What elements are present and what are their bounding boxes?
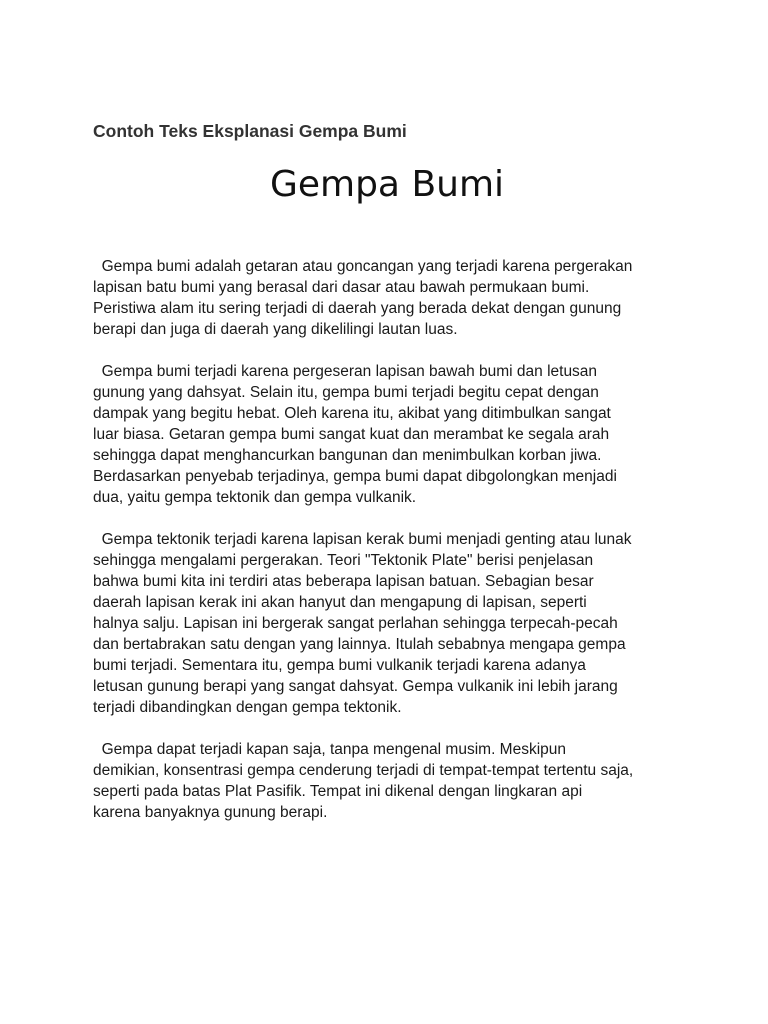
paragraph-line: gunung yang dahsyat. Selain itu, gempa bumi terjadi begitu cepat dengan [93, 384, 599, 401]
paragraph-line: halnya salju. Lapisan ini bergerak sangat perlahan sehingga terpecah-pecah [93, 615, 618, 632]
paragraph-line: letusan gunung berapi yang sangat dahsyat. Gempa vulkanik ini lebih jarang [93, 678, 618, 695]
paragraph-line: seperti pada batas Plat Pasifik. Tempat ini dikenal dengan lingkaran api [93, 783, 583, 800]
paragraph-line: Gempa dapat terjadi kapan saja, tanpa mengenal musim. Meskipun [93, 741, 567, 758]
paragraph-line: Gempa tektonik terjadi karena lapisan kerak bumi menjadi genting atau lunak [93, 531, 632, 548]
paragraph [93, 361, 693, 508]
paragraph [93, 256, 693, 340]
paragraph-line: dampak yang begitu hebat. Oleh karena itu, akibat yang ditimbulkan sangat [93, 405, 611, 422]
paragraph-line: lapisan batu bumi yang berasal dari dasar atau bawah permukaan bumi. [93, 279, 590, 296]
paragraph-line: bahwa bumi kita ini terdiri atas beberapa lapisan batuan. Sebagian besar [93, 573, 594, 590]
paragraph-line: Berdasarkan penyebab terjadinya, gempa bumi dapat dibgolongkan menjadi [93, 468, 617, 485]
paragraph [93, 739, 693, 823]
document-heading: Contoh Teks Eksplanasi Gempa Bumi [93, 121, 407, 141]
paragraph-line: Peristiwa alam itu sering terjadi di daerah yang berada dekat dengan gunung [93, 300, 622, 317]
paragraph-line: Gempa bumi terjadi karena pergeseran lapisan bawah bumi dan letusan [93, 363, 598, 380]
paragraph-line: terjadi dibandingkan dengan gempa tektonik. [93, 699, 402, 716]
paragraph-line: dan bertabrakan satu dengan yang lainnya. Itulah sebabnya mengapa gempa [93, 636, 626, 653]
paragraph-line: sehingga dapat menghancurkan bangunan dan menimbulkan korban jiwa. [93, 447, 602, 464]
document-body [93, 256, 693, 844]
paragraph-line: berapi dan juga di daerah yang dikelilingi lautan luas. [93, 321, 458, 338]
paragraph-line: bumi terjadi. Sementara itu, gempa bumi vulkanik terjadi karena adanya [93, 657, 586, 674]
paragraph-line: daerah lapisan kerak ini akan hanyut dan mengapung di lapisan, seperti [93, 594, 587, 611]
paragraph-line: karena banyaknya gunung berapi. [93, 804, 328, 821]
paragraph-line: Gempa bumi adalah getaran atau goncangan yang terjadi karena pergerakan [93, 258, 633, 275]
paragraph-line: luar biasa. Getaran gempa bumi sangat kuat dan merambat ke segala arah [93, 426, 610, 443]
paragraph-line: demikian, konsentrasi gempa cenderung terjadi di tempat-tempat tertentu saja, [93, 762, 634, 779]
paragraph-line: dua, yaitu gempa tektonik dan gempa vulkanik. [93, 489, 417, 506]
paragraph [93, 529, 693, 718]
document-title: Gempa Bumi [269, 164, 505, 205]
paragraph-line: sehingga mengalami pergerakan. Teori "Tektonik Plate" berisi penjelasan [93, 552, 594, 569]
